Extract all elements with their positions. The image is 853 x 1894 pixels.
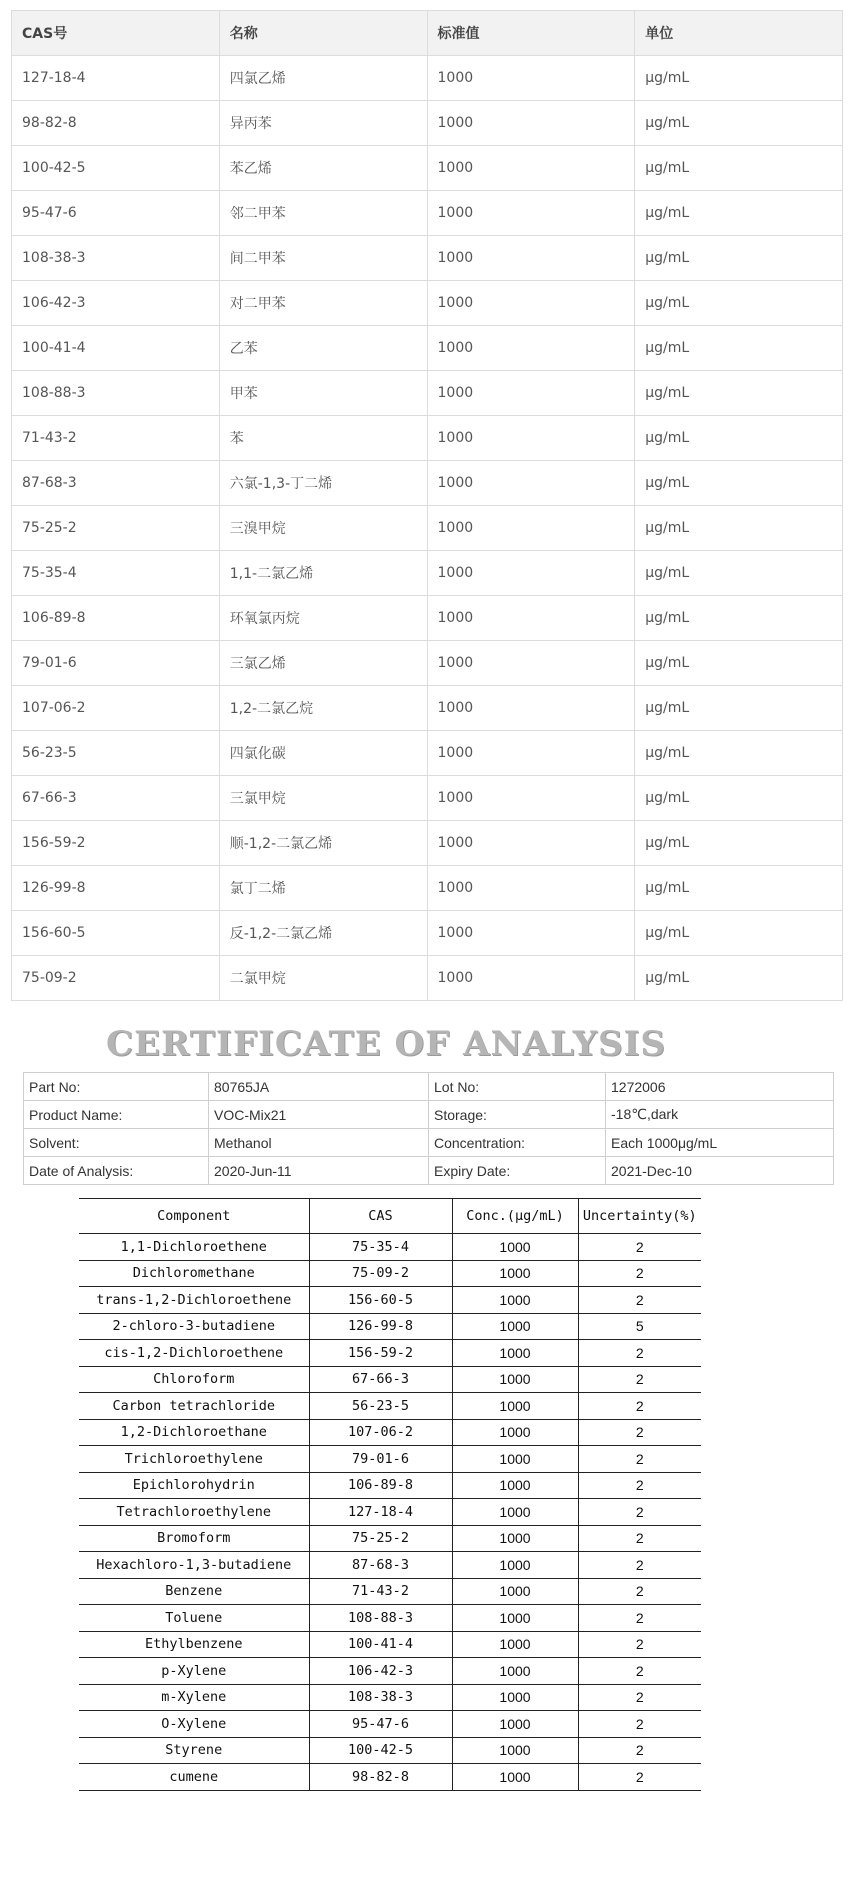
table-row [12, 911, 843, 956]
unit-cell: μg/mL [635, 731, 843, 776]
unit-cell: μg/mL [635, 146, 843, 191]
info-label: Solvent: [24, 1129, 209, 1157]
cas-cell: 107-06-2 [309, 1419, 452, 1446]
cas-cell: 95-47-6 [12, 191, 220, 236]
info-label: Storage: [429, 1101, 606, 1129]
name-cell: 反-1,2-二氯乙烯 [219, 911, 427, 956]
header-name: 名称 [219, 11, 427, 56]
component-cell: Tetrachloroethylene [79, 1499, 309, 1526]
table-row [79, 1446, 701, 1473]
component-cell: Carbon tetrachloride [79, 1393, 309, 1420]
cas-cell: 79-01-6 [12, 641, 220, 686]
name-cell: 苯 [219, 416, 427, 461]
concentration-cell: 1000 [452, 1287, 578, 1314]
concentration-cell: 1000 [452, 1764, 578, 1791]
info-value: 80765JA [209, 1073, 429, 1101]
uncertainty-cell: 2 [578, 1234, 701, 1261]
component-cell: Chloroform [79, 1366, 309, 1393]
info-label: Part No: [24, 1073, 209, 1101]
table-row [79, 1472, 701, 1499]
cas-cell: 106-89-8 [309, 1472, 452, 1499]
table-row [79, 1658, 701, 1685]
table-row [12, 956, 843, 1001]
header-uncertainty: Uncertainty(%) [578, 1199, 701, 1234]
standard-value-cell: 1000 [427, 56, 635, 101]
uncertainty-cell: 2 [578, 1525, 701, 1552]
info-value: -18℃,dark [606, 1101, 834, 1129]
cas-cell: 100-41-4 [309, 1631, 452, 1658]
uncertainty-cell: 2 [578, 1287, 701, 1314]
component-cell: Dichloromethane [79, 1260, 309, 1287]
standard-value-cell: 1000 [427, 911, 635, 956]
cas-cell: 156-60-5 [309, 1287, 452, 1314]
cas-cell: 108-38-3 [309, 1684, 452, 1711]
table-row [12, 776, 843, 821]
table-row [79, 1287, 701, 1314]
concentration-cell: 1000 [452, 1313, 578, 1340]
table-row [12, 371, 843, 416]
certificate-title: CERTIFICATE OF ANALYSIS [106, 1024, 666, 1064]
name-cell: 二氯甲烷 [219, 956, 427, 1001]
cas-cell: 126-99-8 [12, 866, 220, 911]
component-cell: Trichloroethylene [79, 1446, 309, 1473]
standard-value-cell: 1000 [427, 866, 635, 911]
uncertainty-cell: 2 [578, 1631, 701, 1658]
table-row [79, 1684, 701, 1711]
component-cell: 2-chloro-3-butadiene [79, 1313, 309, 1340]
name-cell: 间二甲苯 [219, 236, 427, 281]
concentration-cell: 1000 [452, 1419, 578, 1446]
concentration-cell: 1000 [452, 1260, 578, 1287]
component-cell: Bromoform [79, 1525, 309, 1552]
table-row [12, 146, 843, 191]
header-standard-value: 标准值 [427, 11, 635, 56]
standard-value-cell: 1000 [427, 236, 635, 281]
uncertainty-cell: 2 [578, 1260, 701, 1287]
standard-value-cell: 1000 [427, 596, 635, 641]
cas-cell: 67-66-3 [12, 776, 220, 821]
table-row [79, 1260, 701, 1287]
table-row [12, 596, 843, 641]
standard-value-cell: 1000 [427, 686, 635, 731]
cas-cell: 106-89-8 [12, 596, 220, 641]
unit-cell: μg/mL [635, 956, 843, 1001]
unit-cell: μg/mL [635, 371, 843, 416]
name-cell: 顺-1,2-二氯乙烯 [219, 821, 427, 866]
cas-cell: 106-42-3 [309, 1658, 452, 1685]
uncertainty-cell: 2 [578, 1472, 701, 1499]
standard-value-cell: 1000 [427, 956, 635, 1001]
component-cell: cumene [79, 1764, 309, 1791]
table-row [12, 686, 843, 731]
uncertainty-cell: 2 [578, 1446, 701, 1473]
component-cell: Toluene [79, 1605, 309, 1632]
table-row [12, 326, 843, 371]
info-value: 1272006 [606, 1073, 834, 1101]
header-component: Component [79, 1199, 309, 1234]
name-cell: 1,1-二氯乙烯 [219, 551, 427, 596]
name-cell: 邻二甲苯 [219, 191, 427, 236]
table-row [79, 1313, 701, 1340]
standard-value-cell: 1000 [427, 461, 635, 506]
unit-cell: μg/mL [635, 821, 843, 866]
table-row [12, 56, 843, 101]
name-cell: 环氧氯丙烷 [219, 596, 427, 641]
uncertainty-cell: 2 [578, 1711, 701, 1738]
name-cell: 异丙苯 [219, 101, 427, 146]
unit-cell: μg/mL [635, 686, 843, 731]
info-label: Expiry Date: [429, 1157, 606, 1185]
table-header-row [12, 11, 843, 56]
cas-cell: 100-42-5 [12, 146, 220, 191]
concentration-cell: 1000 [452, 1340, 578, 1367]
table-header-row [79, 1199, 701, 1234]
name-cell: 氯丁二烯 [219, 866, 427, 911]
standard-value-cell: 1000 [427, 281, 635, 326]
cas-cell: 75-35-4 [12, 551, 220, 596]
uncertainty-cell: 2 [578, 1658, 701, 1685]
cas-cell: 75-25-2 [309, 1525, 452, 1552]
table-row [12, 506, 843, 551]
info-label: Product Name: [24, 1101, 209, 1129]
name-cell: 甲苯 [219, 371, 427, 416]
component-cell: Epichlorohydrin [79, 1472, 309, 1499]
standard-value-cell: 1000 [427, 326, 635, 371]
component-cell: cis-1,2-Dichloroethene [79, 1340, 309, 1367]
component-cell: 1,2-Dichloroethane [79, 1419, 309, 1446]
cas-cell: 75-09-2 [309, 1260, 452, 1287]
uncertainty-cell: 2 [578, 1419, 701, 1446]
table-row [79, 1499, 701, 1526]
cas-cell: 79-01-6 [309, 1446, 452, 1473]
cas-cell: 156-60-5 [12, 911, 220, 956]
name-cell: 四氯化碳 [219, 731, 427, 776]
product-standards-table [11, 10, 843, 1001]
component-table [79, 1198, 701, 1791]
unit-cell: μg/mL [635, 776, 843, 821]
cas-cell: 67-66-3 [309, 1366, 452, 1393]
cas-cell: 56-23-5 [309, 1393, 452, 1420]
cas-cell: 100-42-5 [309, 1737, 452, 1764]
concentration-cell: 1000 [452, 1366, 578, 1393]
concentration-cell: 1000 [452, 1658, 578, 1685]
table-row [24, 1129, 834, 1157]
table-row [79, 1393, 701, 1420]
table-row [12, 281, 843, 326]
cas-cell: 71-43-2 [12, 416, 220, 461]
standard-value-cell: 1000 [427, 371, 635, 416]
unit-cell: μg/mL [635, 551, 843, 596]
component-cell: 1,1-Dichloroethene [79, 1234, 309, 1261]
info-value: Methanol [209, 1129, 429, 1157]
table-row [24, 1101, 834, 1129]
concentration-cell: 1000 [452, 1472, 578, 1499]
table-row [12, 461, 843, 506]
cas-cell: 108-88-3 [309, 1605, 452, 1632]
table-row [24, 1157, 834, 1185]
header-concentration: Conc.(μg/mL) [452, 1199, 578, 1234]
uncertainty-cell: 2 [578, 1340, 701, 1367]
concentration-cell: 1000 [452, 1525, 578, 1552]
cas-cell: 98-82-8 [309, 1764, 452, 1791]
name-cell: 苯乙烯 [219, 146, 427, 191]
unit-cell: μg/mL [635, 101, 843, 146]
table-row [79, 1366, 701, 1393]
info-label: Lot No: [429, 1073, 606, 1101]
cas-cell: 75-25-2 [12, 506, 220, 551]
component-cell: trans-1,2-Dichloroethene [79, 1287, 309, 1314]
header-cas: CAS [309, 1199, 452, 1234]
info-value: 2021-Dec-10 [606, 1157, 834, 1185]
info-label: Date of Analysis: [24, 1157, 209, 1185]
name-cell: 乙苯 [219, 326, 427, 371]
info-label: Concentration: [429, 1129, 606, 1157]
unit-cell: μg/mL [635, 866, 843, 911]
uncertainty-cell: 2 [578, 1366, 701, 1393]
name-cell: 四氯乙烯 [219, 56, 427, 101]
info-value: VOC-Mix21 [209, 1101, 429, 1129]
header-unit: 单位 [635, 11, 843, 56]
uncertainty-cell: 2 [578, 1393, 701, 1420]
cas-cell: 108-38-3 [12, 236, 220, 281]
table-row [12, 821, 843, 866]
name-cell: 对二甲苯 [219, 281, 427, 326]
standard-value-cell: 1000 [427, 101, 635, 146]
standard-value-cell: 1000 [427, 146, 635, 191]
table-row [12, 731, 843, 776]
table-row [79, 1605, 701, 1632]
cas-cell: 71-43-2 [309, 1578, 452, 1605]
cas-cell: 56-23-5 [12, 731, 220, 776]
component-cell: O-Xylene [79, 1711, 309, 1738]
concentration-cell: 1000 [452, 1605, 578, 1632]
table-row [12, 191, 843, 236]
cas-cell: 98-82-8 [12, 101, 220, 146]
concentration-cell: 1000 [452, 1711, 578, 1738]
standard-value-cell: 1000 [427, 731, 635, 776]
unit-cell: μg/mL [635, 236, 843, 281]
cas-cell: 75-09-2 [12, 956, 220, 1001]
table-row [79, 1419, 701, 1446]
info-value: 2020-Jun-11 [209, 1157, 429, 1185]
uncertainty-cell: 2 [578, 1552, 701, 1579]
component-cell: Styrene [79, 1737, 309, 1764]
standard-value-cell: 1000 [427, 821, 635, 866]
uncertainty-cell: 2 [578, 1605, 701, 1632]
unit-cell: μg/mL [635, 596, 843, 641]
component-cell: Benzene [79, 1578, 309, 1605]
unit-cell: μg/mL [635, 56, 843, 101]
concentration-cell: 1000 [452, 1446, 578, 1473]
table-row [79, 1525, 701, 1552]
component-cell: p-Xylene [79, 1658, 309, 1685]
table-row [79, 1234, 701, 1261]
uncertainty-cell: 5 [578, 1313, 701, 1340]
uncertainty-cell: 2 [578, 1578, 701, 1605]
name-cell: 六氯-1,3-丁二烯 [219, 461, 427, 506]
cas-cell: 95-47-6 [309, 1711, 452, 1738]
standard-value-cell: 1000 [427, 416, 635, 461]
component-cell: Hexachloro-1,3-butadiene [79, 1552, 309, 1579]
cas-cell: 106-42-3 [12, 281, 220, 326]
concentration-cell: 1000 [452, 1737, 578, 1764]
uncertainty-cell: 2 [578, 1764, 701, 1791]
cas-cell: 127-18-4 [309, 1499, 452, 1526]
table-row [79, 1764, 701, 1791]
name-cell: 三氯甲烷 [219, 776, 427, 821]
concentration-cell: 1000 [452, 1552, 578, 1579]
concentration-cell: 1000 [452, 1499, 578, 1526]
uncertainty-cell: 2 [578, 1499, 701, 1526]
table-row [12, 641, 843, 686]
certificate-info-table [23, 1072, 834, 1185]
unit-cell: μg/mL [635, 281, 843, 326]
table-row [12, 551, 843, 596]
name-cell: 三氯乙烯 [219, 641, 427, 686]
standard-value-cell: 1000 [427, 776, 635, 821]
cas-cell: 156-59-2 [12, 821, 220, 866]
unit-cell: μg/mL [635, 416, 843, 461]
table-row [79, 1552, 701, 1579]
standard-value-cell: 1000 [427, 506, 635, 551]
unit-cell: μg/mL [635, 641, 843, 686]
concentration-cell: 1000 [452, 1684, 578, 1711]
unit-cell: μg/mL [635, 911, 843, 956]
table-row [12, 866, 843, 911]
concentration-cell: 1000 [452, 1631, 578, 1658]
uncertainty-cell: 2 [578, 1737, 701, 1764]
unit-cell: μg/mL [635, 326, 843, 371]
cas-cell: 75-35-4 [309, 1234, 452, 1261]
standard-value-cell: 1000 [427, 551, 635, 596]
concentration-cell: 1000 [452, 1393, 578, 1420]
table-row [79, 1578, 701, 1605]
name-cell: 三溴甲烷 [219, 506, 427, 551]
table-row [79, 1340, 701, 1367]
table-row [79, 1711, 701, 1738]
component-cell: m-Xylene [79, 1684, 309, 1711]
uncertainty-cell: 2 [578, 1684, 701, 1711]
cas-cell: 127-18-4 [12, 56, 220, 101]
table-row [12, 236, 843, 281]
info-value: Each 1000μg/mL [606, 1129, 834, 1157]
table-row [12, 416, 843, 461]
table-row [79, 1631, 701, 1658]
cas-cell: 108-88-3 [12, 371, 220, 416]
standard-value-cell: 1000 [427, 191, 635, 236]
component-cell: Ethylbenzene [79, 1631, 309, 1658]
header-cas: CAS号 [12, 11, 220, 56]
unit-cell: μg/mL [635, 461, 843, 506]
cas-cell: 156-59-2 [309, 1340, 452, 1367]
concentration-cell: 1000 [452, 1578, 578, 1605]
unit-cell: μg/mL [635, 191, 843, 236]
cas-cell: 107-06-2 [12, 686, 220, 731]
standard-value-cell: 1000 [427, 641, 635, 686]
cas-cell: 126-99-8 [309, 1313, 452, 1340]
table-row [12, 101, 843, 146]
cas-cell: 100-41-4 [12, 326, 220, 371]
table-row [24, 1073, 834, 1101]
concentration-cell: 1000 [452, 1234, 578, 1261]
cas-cell: 87-68-3 [12, 461, 220, 506]
unit-cell: μg/mL [635, 506, 843, 551]
cas-cell: 87-68-3 [309, 1552, 452, 1579]
table-row [79, 1737, 701, 1764]
name-cell: 1,2-二氯乙烷 [219, 686, 427, 731]
